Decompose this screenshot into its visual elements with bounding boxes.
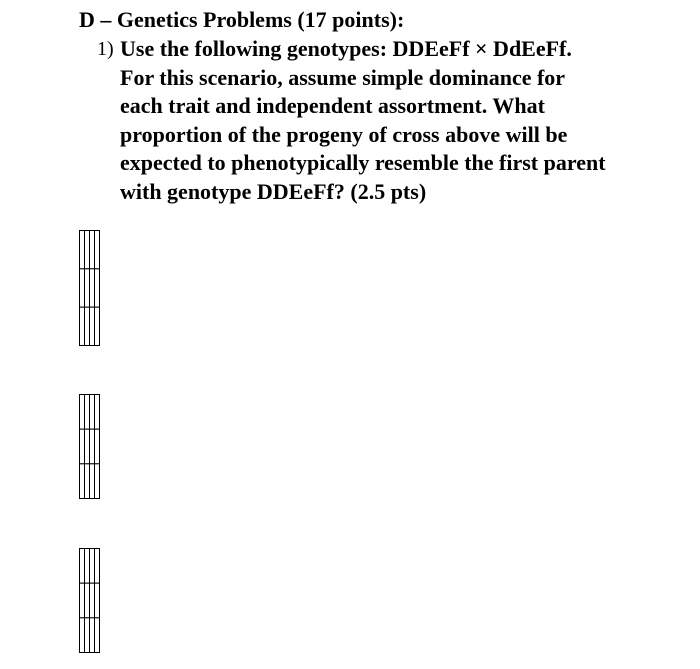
grid-cell <box>85 549 90 584</box>
grid-cell <box>90 307 95 345</box>
question-line: Use the following genotypes: DDEeFf × DdEeFf. <box>120 36 572 61</box>
punnett-grid-1 <box>79 230 100 346</box>
question-line: For this scenario, assume simple dominance for <box>120 64 566 90</box>
grid-cell <box>95 307 100 345</box>
grid-cell <box>90 231 95 269</box>
punnett-grid-3 <box>79 548 100 653</box>
grid-cell <box>95 583 100 618</box>
question-text <box>120 35 687 207</box>
grid-cell <box>95 549 100 584</box>
grid-cell <box>90 464 95 499</box>
question-line: each trait and independent assortment. What <box>120 93 545 119</box>
grid-cell <box>80 618 85 653</box>
grid-table <box>79 230 100 346</box>
grid-cell <box>80 549 85 584</box>
grid-cell <box>85 464 90 499</box>
question-line: with genotype DDEeFf? (2.5 pts) <box>120 178 427 204</box>
grid-table <box>79 394 100 499</box>
grid-cell <box>80 395 85 430</box>
grid-cell <box>80 583 85 618</box>
grid-cell <box>90 429 95 464</box>
question-1 <box>97 35 687 207</box>
grid-cell <box>95 464 100 499</box>
grid-cell <box>80 269 85 307</box>
grid-cell <box>90 583 95 618</box>
question-line: proportion of the progeny of cross above will be <box>120 121 568 147</box>
grid-cell <box>85 395 90 430</box>
grid-cell <box>85 269 90 307</box>
grid-cell <box>85 583 90 618</box>
grid-cell <box>95 429 100 464</box>
grid-cell <box>80 307 85 345</box>
section-heading: D – Genetics Problems (17 points): <box>79 7 405 32</box>
grid-cell <box>85 307 90 345</box>
grid-cell <box>80 231 85 269</box>
grid-cell <box>95 618 100 653</box>
grid-cell <box>95 395 100 430</box>
question-line: expected to phenotypically resemble the first parent <box>120 150 606 176</box>
grid-cell <box>85 429 90 464</box>
grid-table <box>79 548 100 653</box>
question-number: 1) <box>97 38 114 60</box>
grid-cell <box>90 269 95 307</box>
grid-cell <box>90 395 95 430</box>
grid-cell <box>95 231 100 269</box>
grid-cell <box>80 429 85 464</box>
grid-cell <box>85 618 90 653</box>
grid-cell <box>85 231 90 269</box>
grid-cell <box>95 269 100 307</box>
grid-cell <box>90 549 95 584</box>
grid-cell <box>90 618 95 653</box>
punnett-grid-2 <box>79 394 100 499</box>
grid-cell <box>80 464 85 499</box>
